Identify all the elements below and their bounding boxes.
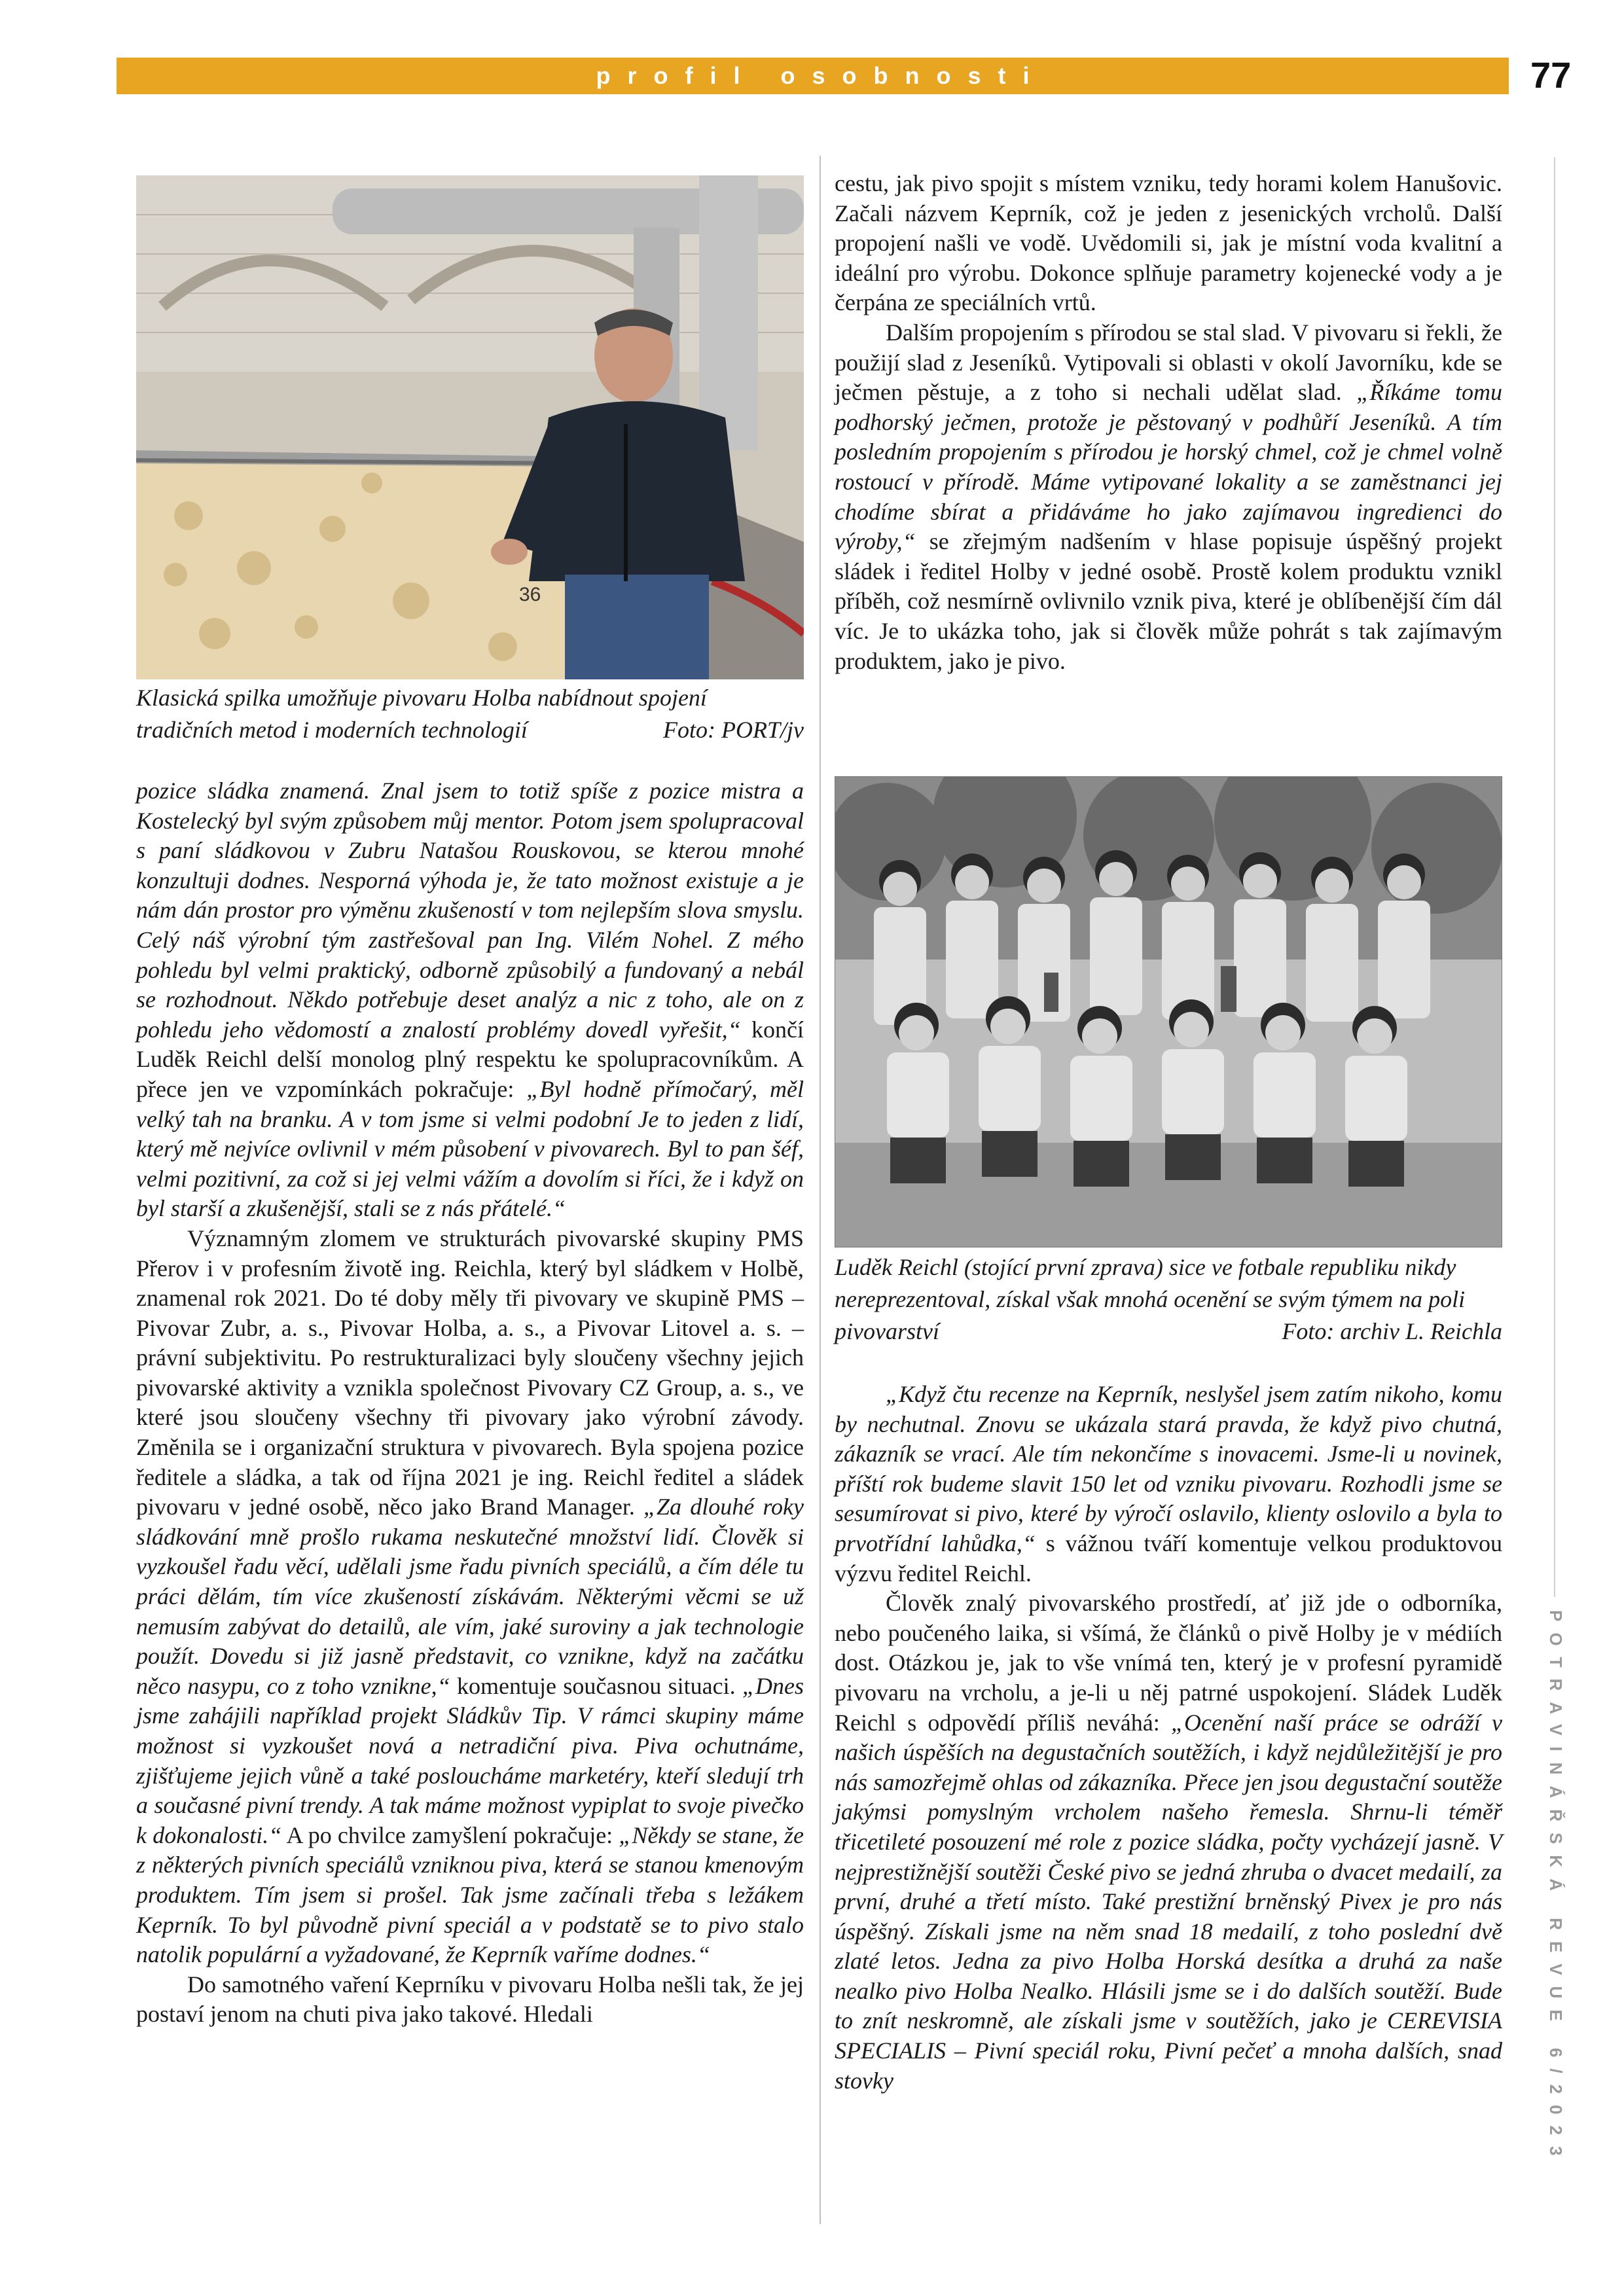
right-paragraph-1: cestu, jak pivo spojit s místem vzniku, tedy horami kolem Hanušovic. Začali názvem Keprník, což je jeden z jesenických vrcholů. Další propojení našli ve vodě. Uvědomili si, jak je místní voda kvalitní a ideální pro výrobu. Dokonce splňuje parametry kojenecké vody a je čerpána ze speciálních vrtů. (835, 170, 1502, 316)
right-paragraph-4: Člověk znalý pivovarského prostředí, ať již jde o odborníka, nebo poučeného laika, si všímá, že článků o pivě Holby je v médiích dost. Otázkou je, jak to vše vnímá ten, který je v profesní pyramidě pivovaru na vrcholu, a je-li u něj patrné uspokojení. Sládek Luděk Reichl s odpovědí příliš neváhá: „Ocenění naší práce se odráží v našich úspěších na degustačních soutěžích, i když nejdůležitější je pro nás samozřejmě ohlas od zákazníka. Přece jen jsou degustační soutěže jakýmsi pomyslným vrcholem našeho řemesla. Shrnu-li téměř třicetileté posouzení mé role z pozice sládka, počty vycházejí jasně. V nejprestižnější soutěži České pivo se jedná zhruba o dvacet medailí, za první, druhé a třetí místo. Také prestižní brněnský Pivex je pro nás úspěšný. Získali jsme na něm snad 18 medailí, z toho poslední dvě zlaté letos. Jedna za pivo Holba Horská desítka a druhá za naše nealko pivo Holba Nealko. Hlásili jsme se i do dalších soutěží. Bude to znít neskromně, ale získali jsme v soutěžích, jako je CEREVISIA SPECIALIS – Pivní speciál roku, Pivní pečeť a mnoha dalších, snad stovky (835, 1590, 1502, 2094)
photo2-caption-text: Luděk Reichl (stojící první zprava) sice ve fotbale republiku nikdy nereprezentoval, získal však mnohá ocenění se svým týmem na poli pivovarství (835, 1254, 1466, 1344)
column-divider (820, 156, 821, 2224)
photo1-credit: Foto: PORT/jv (663, 717, 804, 743)
photo2-credit: Foto: archiv L. Reichla (1282, 1318, 1502, 1344)
section-header-bar (117, 58, 1509, 94)
side-rule (1554, 157, 1555, 1597)
left-paragraph-1: pozice sládka znamená. Znal jsem to totiž spíše z pozice mistra a Kostelecký byl svým způsobem můj mentor. Potom jsem spolupracoval s paní sládkovou v Zubru Natašou Rouskovou, se kterou mnohé konzultuji dodnes. Nesporná výhoda je, že tato možnost existuje a je nám dán prostor pro výměnu zkušeností v tom nejlepším slova smyslu. Celý náš výrobní tým zastřešoval pan Ing. Vilém Nohel. Z mého pohledu byl velmi praktický, odborně způsobilý a fundovaný a nebál se rozhodnout. Někdo potřebuje deset analýz a nic z toho, ale on z pohledu jeho vědomostí a znalostí problémy dovedl vyřešit,“ končí Luděk Reichl delší monolog plný respektu ke spolupracovníkům. A přece jen ve vzpomínkách pokračuje: „Byl hodně přímočarý, měl velký tah na branku. A v tom jsme si velmi podobní Je to jeden z lidí, který mě nejvíce ovlivnil v mém působení v pivovarech. Byl to pan šéf, velmi pozitivní, za což si jej velmi vážím a dovolím si říci, že i když on byl starší a zkušenější, stali se z nás přátelé.“ (136, 778, 804, 1222)
vat-number-label: 36 (519, 584, 541, 605)
left-paragraph-2: Významným zlomem ve strukturách pivovarské skupiny PMS Přerov i v profesním životě ing. Reichla, který byl sládkem v Holbě, znamenal rok 2021. Do té doby měly tři pivovary ve skupině PMS – Pivovar Zubr, a. s., Pivovar Holba, a. s., a Pivovar Litovel a. s. – právní subjektivitu. Po restrukturalizaci byly sloučeny všechny jejich pivovarské aktivity a vznikla společnost Pivovary CZ Group, a. s., ve které jsou sloučeny všechny tři pivovary jako výrobní závody. Změnila se i organizační struktura v pivovarech. Byla spojena pozice ředitele a sládka, a tak od října 2021 je ing. Reichl ředitel a sládek pivovaru v jedné osobě, něco jako Brand Manager. „Za dlouhé roky sládkování mně prošlo rukama neskutečné množství lidí. Člověk si vyzkoušel řadu věcí, udělali jsme řadu pivních speciálů, a čím déle tu práci dělám, tím více zkušeností získávám. Některými věcmi se už nemusím zabývat do detailů, ale vím, jaké suroviny a jak technologie použít. Dovedu si již jasně představit, co vznikne, když na začátku něco nasypu, co z toho vznikne,“ komentuje současnou situaci. „Dnes jsme zahájili například projekt Sládkův Tip. V rámci skupiny máme možnost si vyzkoušet nová a netradiční piva. Piva ochutnáme, zjišťujeme jejich vůně a také posloucháme marketéry, kteří sledují trh a současné pivní trendy. A tak máme možnost vypiplat to svoje pivečko k dokonalosti.“ A po chvilce zamyšlení pokračuje: „Někdy se stane, že z některých pivních speciálů vzniknou piva, která se stanou kmenovým produktem. Tím jsem si prošel. Tak jsme začínali třeba s ležákem Keprník. To byl původně pivní speciál a v podstatě se to pivo stalo natolik populární a vyžadované, že Keprník vaříme dodnes.“ (136, 1225, 804, 1968)
right-column-top-text (835, 169, 1502, 676)
journal-side-label: POTRAVINÁŘSKÁ REVUE 6/2023 (1546, 1610, 1566, 2167)
photo2-caption (835, 1251, 1502, 1348)
photo-football-team (835, 776, 1502, 1247)
right-column-bottom-text (835, 1380, 1502, 2096)
photo-brewer-at-vat (136, 175, 804, 679)
page-number: 77 (1530, 54, 1572, 96)
left-column-text (136, 776, 804, 2030)
right-paragraph-2: Dalším propojením s přírodou se stal slad. V pivovaru si řekli, že použijí slad z Jeseníků. Vytipovali si oblasti v okolí Javorníku, kde se ječmen pěstuje, a z toho si nechali udělat slad. „Říkáme tomu podhorský ječmen, protože je pěstovaný v podhůří Jeseníků. A tím posledním propojením s přírodou je horský chmel, což je chmel volně rostoucí v přírodě. Máme vytipované lokality a se zaměstnanci jej chodíme sbírat a přidáváme ho jako zajímavou ingredienci do výroby,“ se zřejmým nadšením v hlase popisuje úspěšný projekt sládek i ředitel Holby v jedné osobě. Prostě kolem produktu vznikl příběh, což nesmírně ovlivnilo vznik piva, které je oblíbenější čím dál víc. Je to ukázka toho, jak si člověk může pohrát s tak zajímavým produktem, jako je pivo. (835, 319, 1502, 674)
photo1-caption-text: Klasická spilka umožňuje pivovaru Holba nabídnout spojení tradičních metod i moderních technologií (136, 685, 707, 743)
right-paragraph-3: „Když čtu recenze na Keprník, neslyšel jsem zatím nikoho, komu by nechutnal. Znovu se ukázala stará pravda, že když pivo chutná, zákazník se vrací. Ale tím nekončíme s inovacemi. Jsme-li u novinek, příští rok budeme slavit 150 let od vzniku pivovaru. Rozhodli jsme se sesumírovat si pivo, které by výročí oslavilo, klienty oslovilo a byla to prvotřídní lahůdka,“ s vážnou tváří komentuje velkou produktovou výzvu ředitel Reichl. (835, 1381, 1502, 1587)
left-paragraph-3: Do samotného vaření Keprníku v pivovaru Holba nešli tak, že jej postaví jenom na chuti piva jako takové. Hledali (136, 1971, 804, 2028)
side-label-wrap (1543, 1610, 1570, 2199)
photo1-caption (136, 682, 804, 746)
section-title: profil osobnosti (596, 62, 1047, 89)
